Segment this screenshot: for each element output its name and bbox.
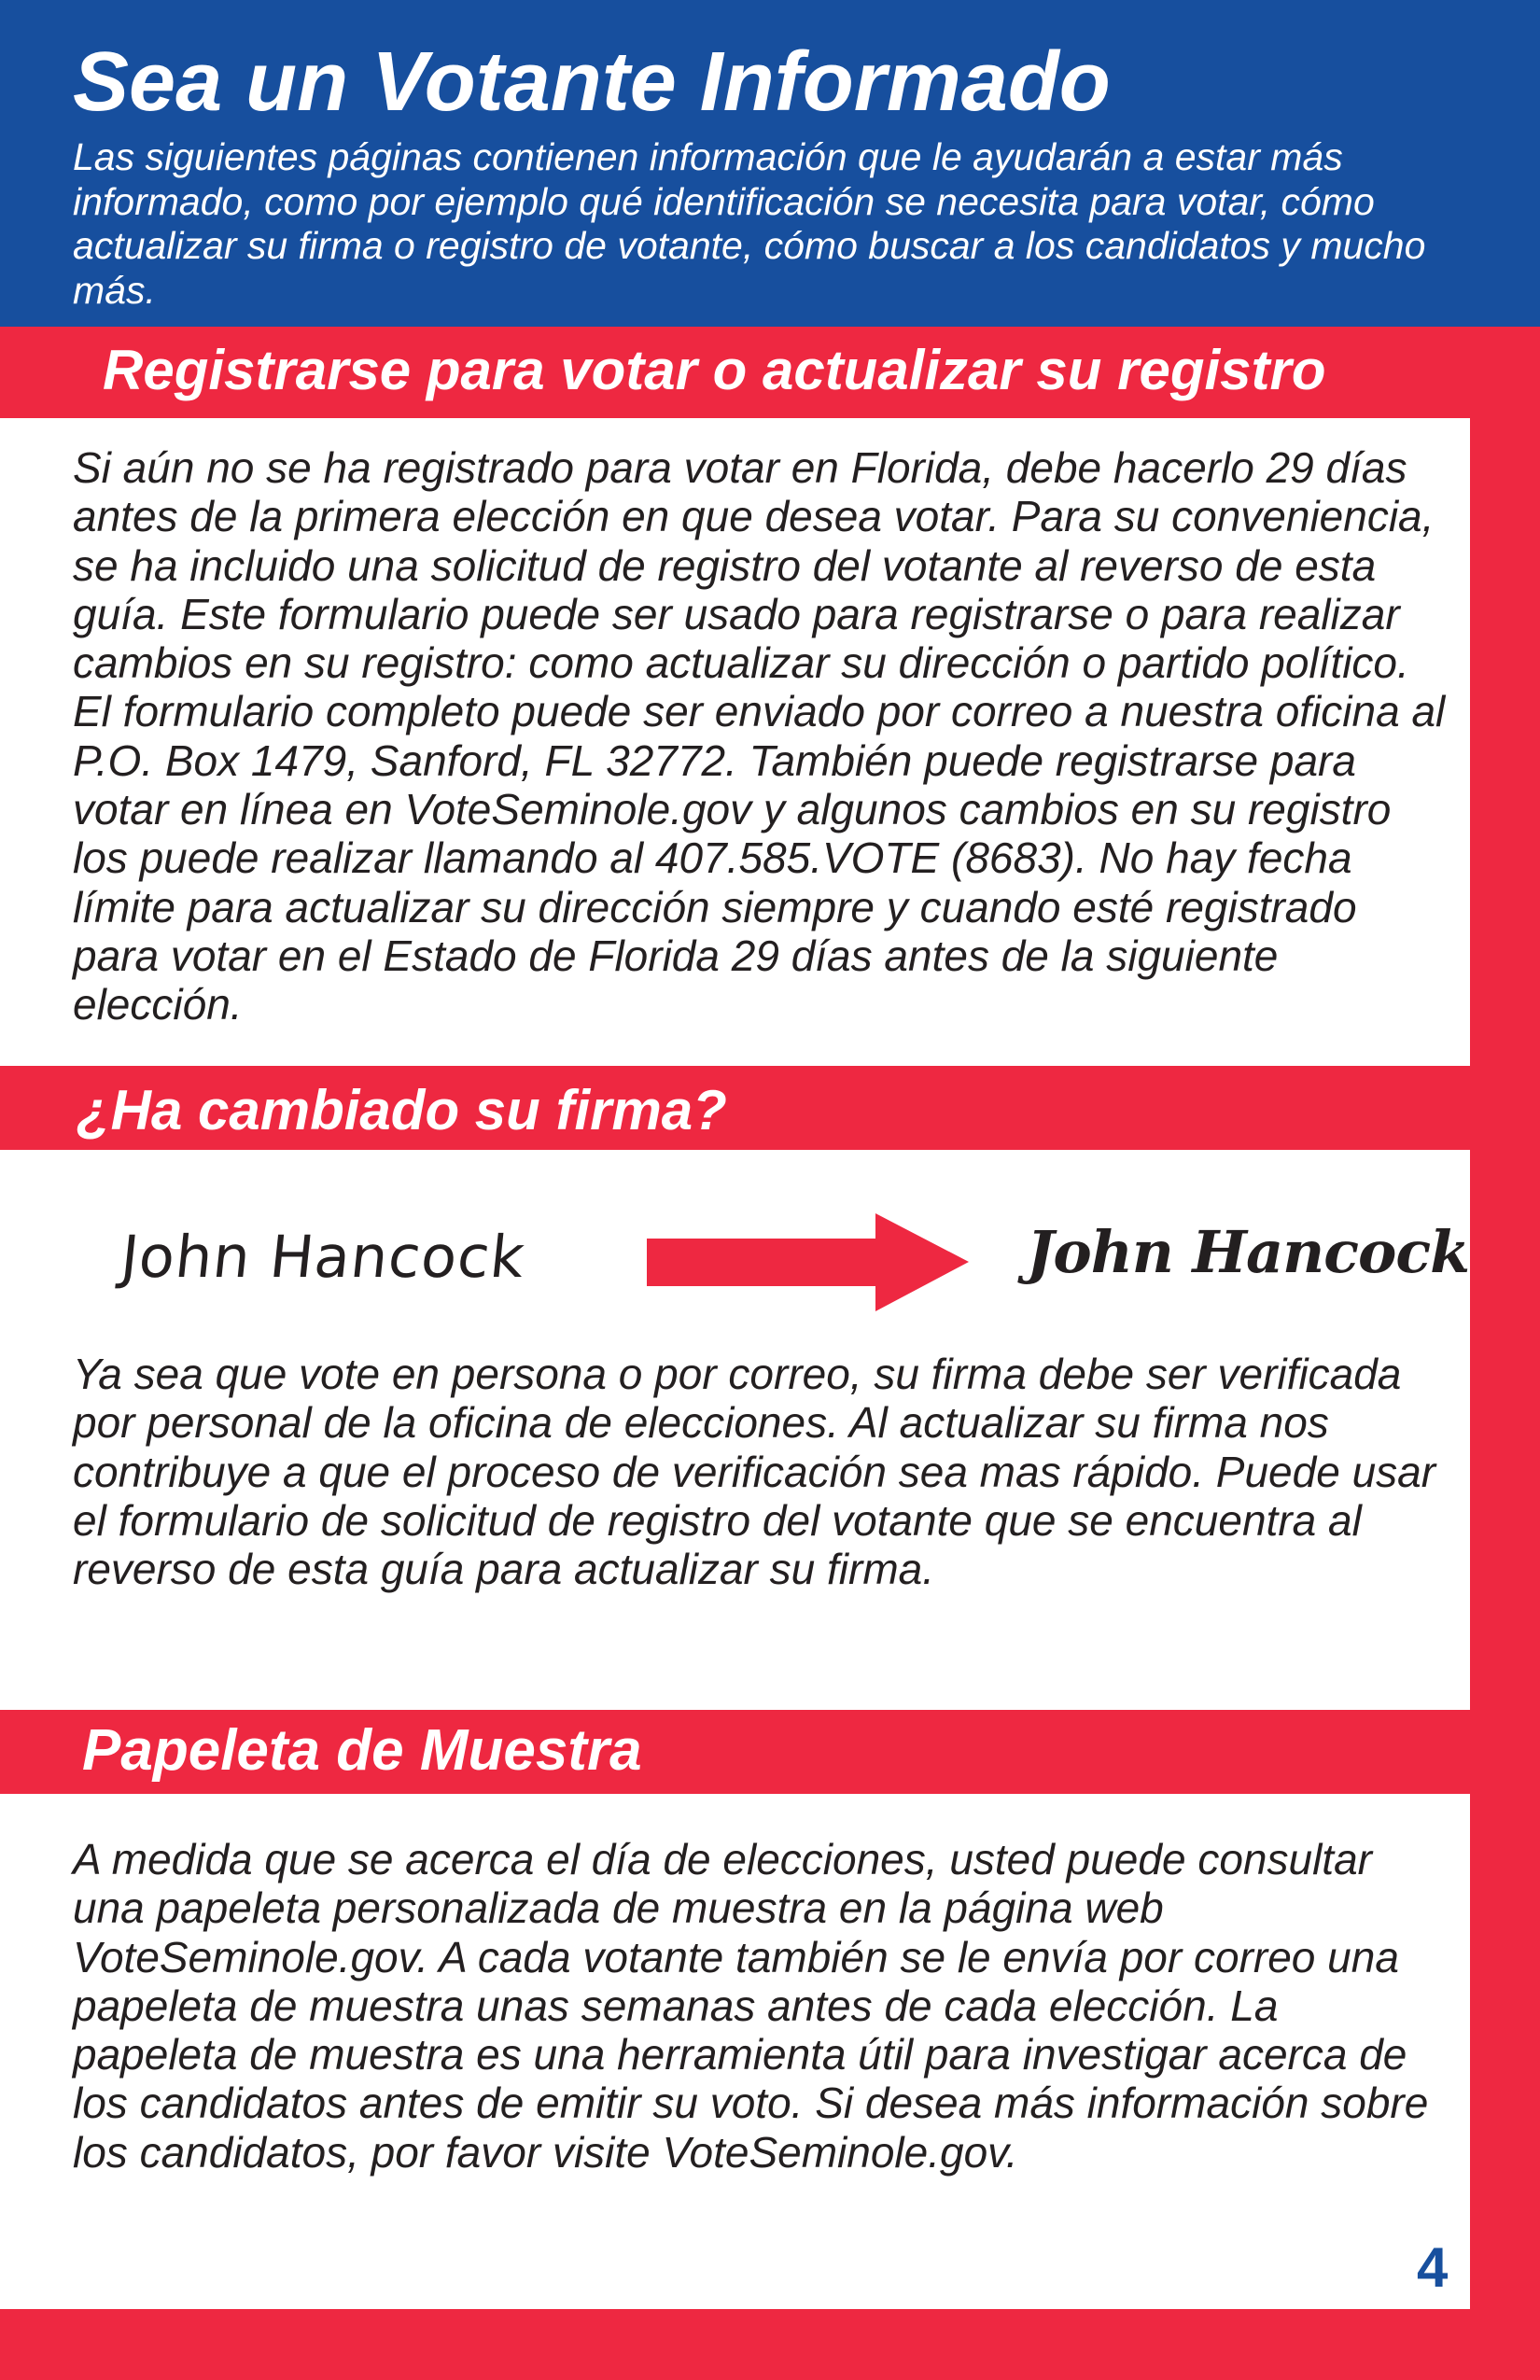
intro-text: Las siguientes páginas contienen información que le ayudarán a estar más informado, como por ejemplo qué identificación se necesita para votar, cómo actualizar su firma o registro de votante, cómo buscar a los candidatos y mucho más. xyxy=(73,135,1426,312)
section-title-sample-ballot: Papeleta de Muestra xyxy=(82,1718,642,1783)
section-title-signature: ¿Ha cambiado su firma? xyxy=(77,1079,727,1141)
page-number: 4 xyxy=(1417,2236,1449,2299)
registration-body: Si aún no se ha registrado para votar en Florida, debe hacerlo 29 días antes de la primera elección en que desea votar. Para su conveniencia, se ha incluido una solicitud de registro del votante al reverso de esta guía. Este formulario puede ser usado para registrarse o para realizar cambios en su registro: como actualizar su dirección o partido político. El formulario completo puede ser enviado por correo a nuestra oficina al P.O. Box 1479, Sanford, FL 32772. También puede registrarse para votar en línea en VoteSeminole.gov y algunos cambios en su registro los puede realizar llamando al 407.585.VOTE (8683). No hay fecha límite para actualizar su dirección siempre y cuando esté registrado para votar en el Estado de Florida 29 días antes de la siguiente elección. xyxy=(73,443,1446,1029)
new-signature: John Hancock xyxy=(1027,1218,1470,1286)
page-title: Sea un Votante Informado xyxy=(73,35,1111,129)
header-banner xyxy=(0,0,1540,327)
section-title-registration: Registrarse para votar o actualizar su registro xyxy=(103,339,1326,401)
signature-body: Ya sea que vote en persona o por correo, su firma debe ser verificada por personal de la oficina de elecciones. Al actualizar su firma nos contribuye a que el proceso de verificación sea mas rápido. Puede usar el formulario de solicitud de registro del votante que se encuentra al reverso de esta guía para actualizar su firma. xyxy=(73,1350,1436,1594)
arrow-right-icon xyxy=(647,1213,969,1311)
old-signature: John Hancock xyxy=(118,1223,529,1291)
sample-ballot-body: A medida que se acerca el día de elecciones, usted puede consultar una papeleta personalizada de muestra en la página web VoteSeminole.gov. A cada votante también se le envía por correo una papeleta de muestra unas semanas antes de cada elección. La papeleta de muestra es una herramienta útil para investigar acerca de los candidatos antes de emitir su voto. Si desea más información sobre los candidatos, por favor visite VoteSeminole.gov. xyxy=(73,1835,1429,2177)
